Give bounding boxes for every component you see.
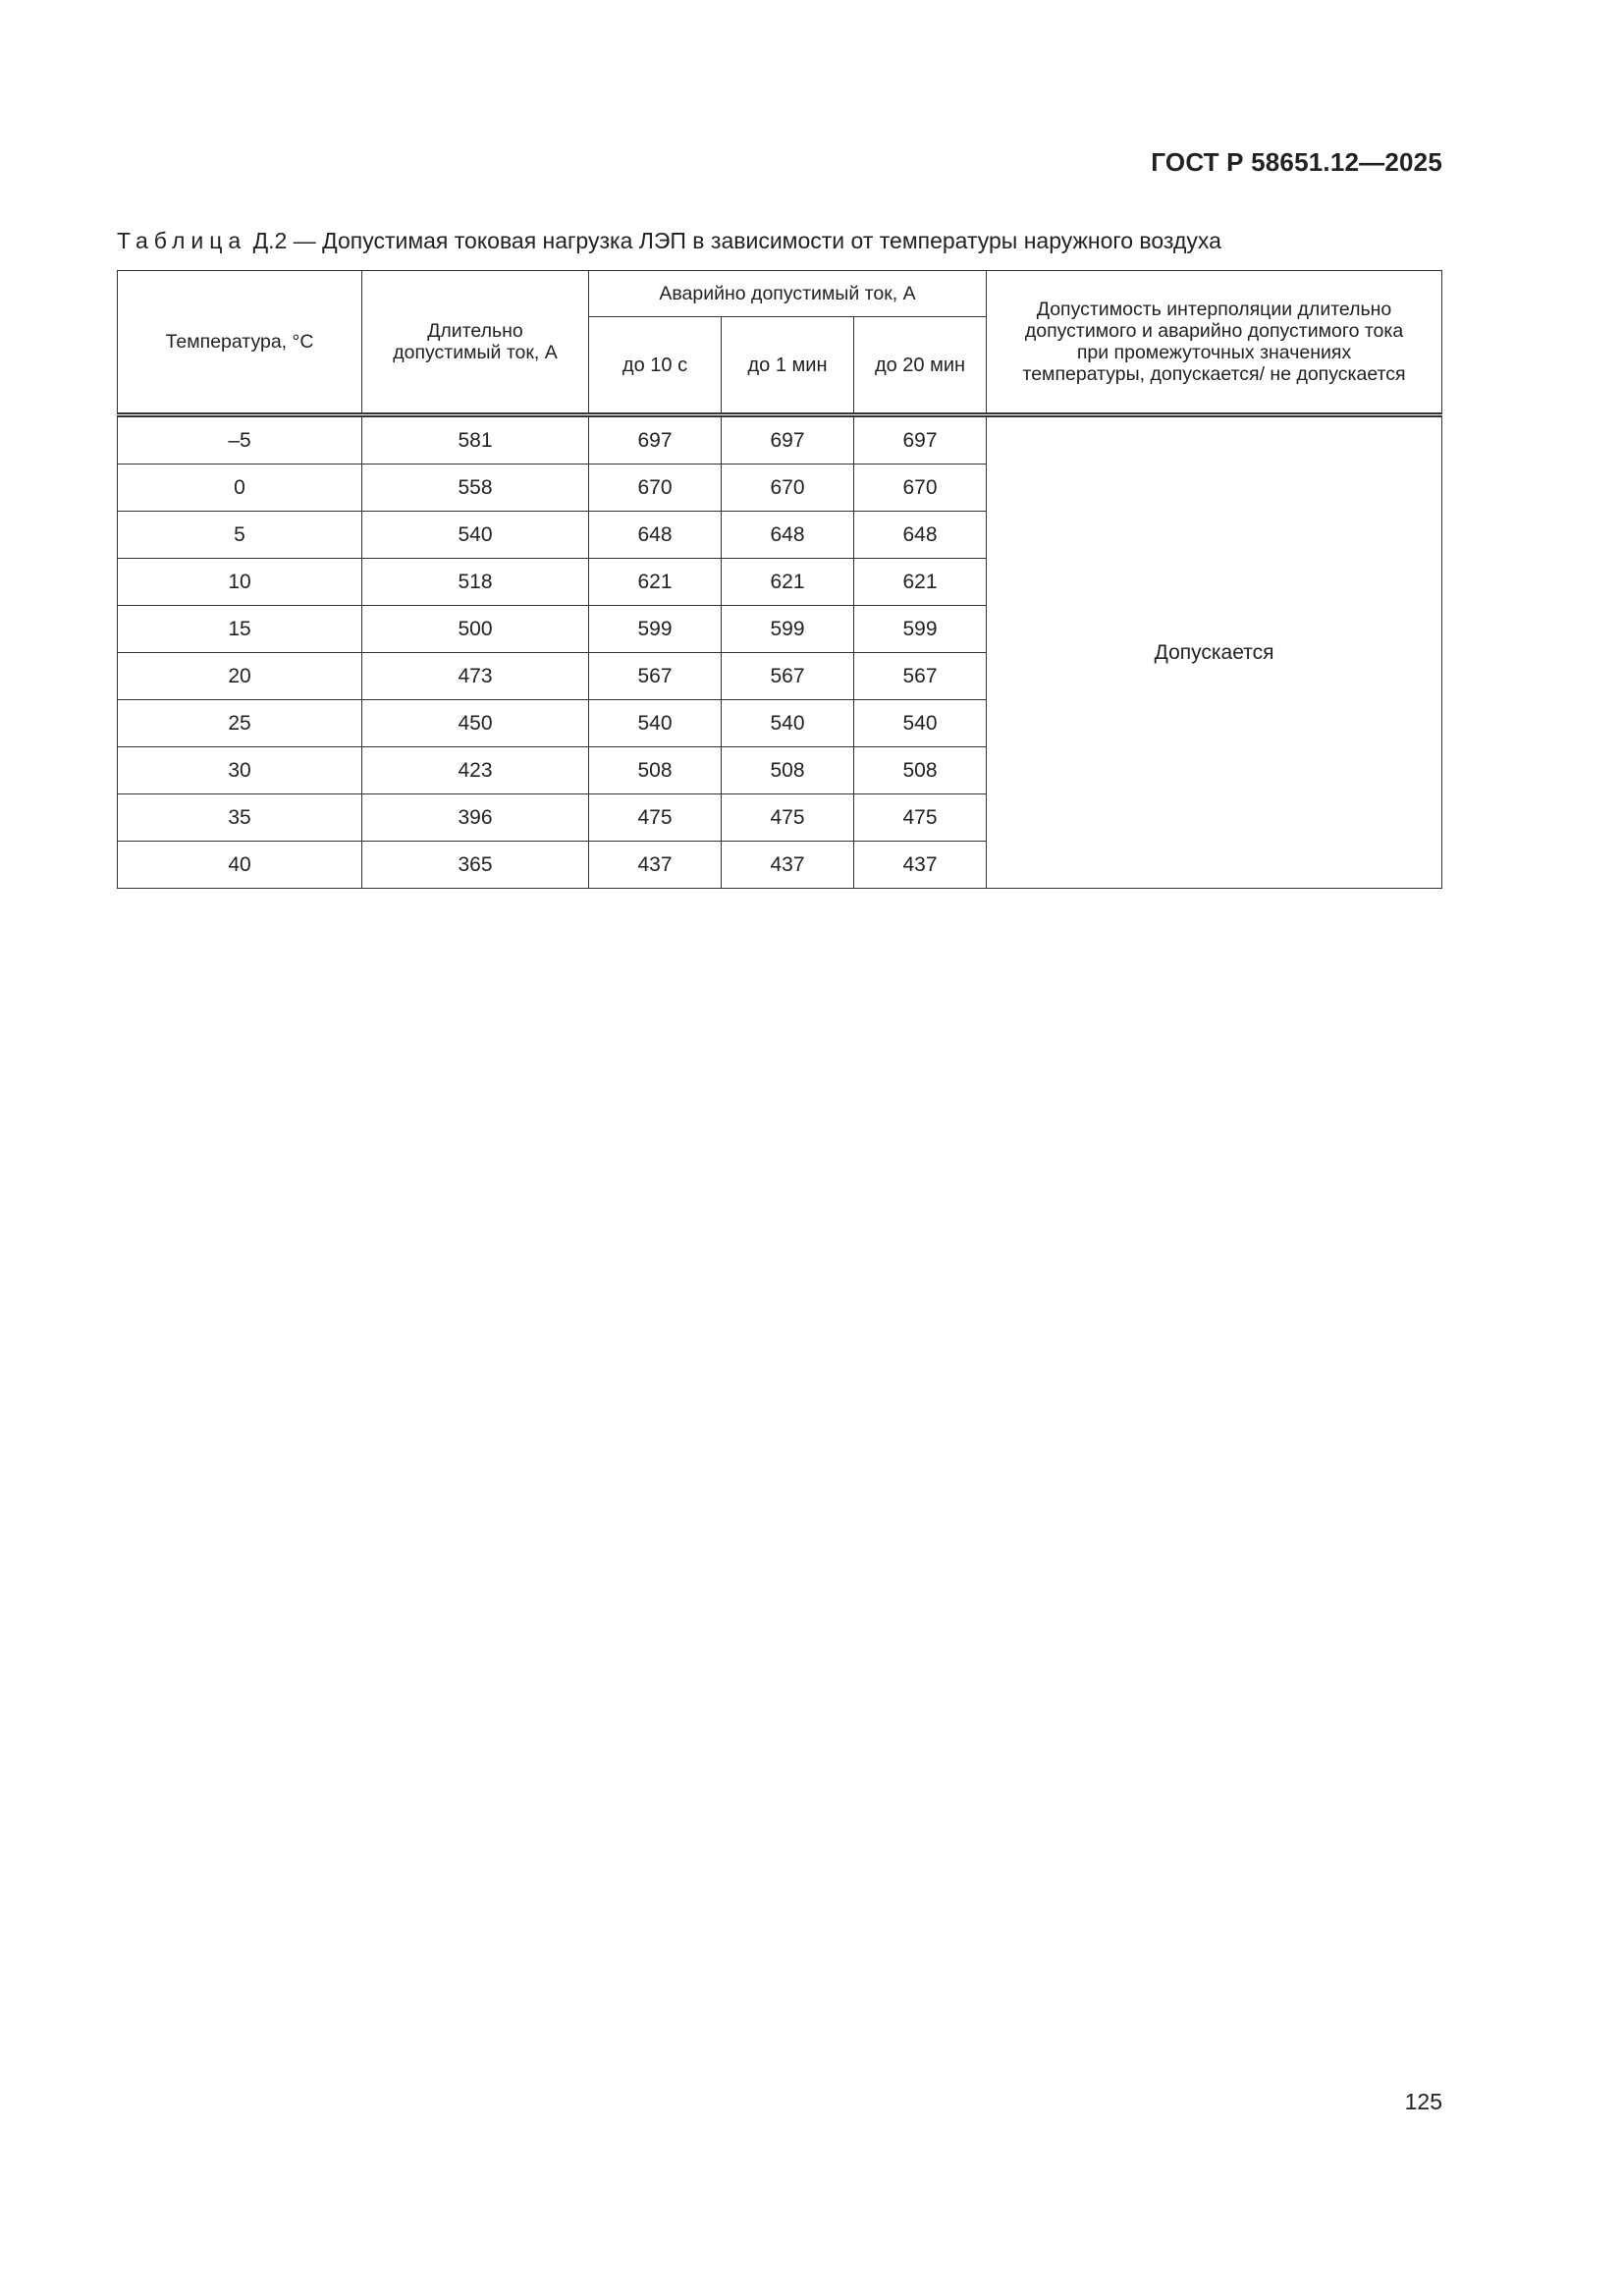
cell-continuous: 396 bbox=[362, 794, 589, 842]
cell-emergency-20min: 508 bbox=[854, 747, 987, 794]
cell-emergency-20min: 540 bbox=[854, 700, 987, 747]
cell-emergency-10s: 567 bbox=[589, 653, 722, 700]
document-code: ГОСТ Р 58651.12—2025 bbox=[1151, 147, 1442, 177]
cell-emergency-1min: 670 bbox=[722, 465, 854, 512]
header-continuous-current-label: Длительно допустимый ток, А bbox=[393, 320, 558, 363]
cell-continuous: 423 bbox=[362, 747, 589, 794]
cell-emergency-1min: 599 bbox=[722, 606, 854, 653]
cell-emergency-10s: 670 bbox=[589, 465, 722, 512]
cell-emergency-10s: 621 bbox=[589, 559, 722, 606]
cell-emergency-10s: 599 bbox=[589, 606, 722, 653]
cell-continuous: 558 bbox=[362, 465, 589, 512]
cell-temperature: 15 bbox=[118, 606, 362, 653]
header-temperature: Температура, °С bbox=[118, 271, 362, 415]
cell-emergency-20min: 697 bbox=[854, 415, 987, 465]
cell-continuous: 518 bbox=[362, 559, 589, 606]
cell-temperature: 20 bbox=[118, 653, 362, 700]
cell-continuous: 540 bbox=[362, 512, 589, 559]
header-emergency-10s: до 10 с bbox=[589, 317, 722, 415]
cell-continuous: 581 bbox=[362, 415, 589, 465]
cell-temperature: 25 bbox=[118, 700, 362, 747]
cell-temperature: 10 bbox=[118, 559, 362, 606]
table-caption bbox=[117, 228, 1221, 254]
cell-temperature: 30 bbox=[118, 747, 362, 794]
cell-continuous: 473 bbox=[362, 653, 589, 700]
header-interpolation-label: Допустимость интерполяции длительно допустимого и аварийно допустимого тока при промежуточных значениях температуры, допускается/ не допускается bbox=[1022, 299, 1406, 385]
cell-temperature: 40 bbox=[118, 842, 362, 889]
caption-label: Таблица bbox=[117, 228, 247, 253]
cell-continuous: 365 bbox=[362, 842, 589, 889]
caption-text: — Допустимая токовая нагрузка ЛЭП в зависимости от температуры наружного воздуха bbox=[293, 228, 1221, 253]
cell-emergency-1min: 567 bbox=[722, 653, 854, 700]
cell-emergency-1min: 540 bbox=[722, 700, 854, 747]
page-number: 125 bbox=[1404, 2089, 1442, 2114]
cell-emergency-20min: 670 bbox=[854, 465, 987, 512]
cell-emergency-20min: 567 bbox=[854, 653, 987, 700]
cell-interpolation-allowed: Допускается bbox=[987, 415, 1442, 889]
header-emergency-20min: до 20 мин bbox=[854, 317, 987, 415]
current-load-table bbox=[117, 270, 1442, 889]
cell-emergency-10s: 437 bbox=[589, 842, 722, 889]
cell-emergency-10s: 648 bbox=[589, 512, 722, 559]
cell-emergency-1min: 508 bbox=[722, 747, 854, 794]
cell-emergency-1min: 621 bbox=[722, 559, 854, 606]
header-continuous-current bbox=[362, 271, 589, 415]
cell-emergency-20min: 648 bbox=[854, 512, 987, 559]
cell-temperature: 35 bbox=[118, 794, 362, 842]
cell-emergency-10s: 475 bbox=[589, 794, 722, 842]
cell-temperature: 0 bbox=[118, 465, 362, 512]
header-emergency-1min: до 1 мин bbox=[722, 317, 854, 415]
cell-continuous: 450 bbox=[362, 700, 589, 747]
cell-continuous: 500 bbox=[362, 606, 589, 653]
cell-emergency-1min: 697 bbox=[722, 415, 854, 465]
cell-emergency-20min: 475 bbox=[854, 794, 987, 842]
header-interpolation bbox=[987, 271, 1442, 415]
cell-temperature: –5 bbox=[118, 415, 362, 465]
cell-emergency-1min: 648 bbox=[722, 512, 854, 559]
cell-emergency-1min: 475 bbox=[722, 794, 854, 842]
table-row bbox=[118, 415, 1442, 465]
cell-emergency-1min: 437 bbox=[722, 842, 854, 889]
cell-emergency-10s: 508 bbox=[589, 747, 722, 794]
cell-emergency-20min: 621 bbox=[854, 559, 987, 606]
cell-temperature: 5 bbox=[118, 512, 362, 559]
cell-emergency-10s: 697 bbox=[589, 415, 722, 465]
cell-emergency-20min: 599 bbox=[854, 606, 987, 653]
cell-emergency-10s: 540 bbox=[589, 700, 722, 747]
cell-emergency-20min: 437 bbox=[854, 842, 987, 889]
caption-number: Д.2 bbox=[252, 228, 288, 253]
header-emergency-current: Аварийно допустимый ток, А bbox=[589, 271, 987, 317]
